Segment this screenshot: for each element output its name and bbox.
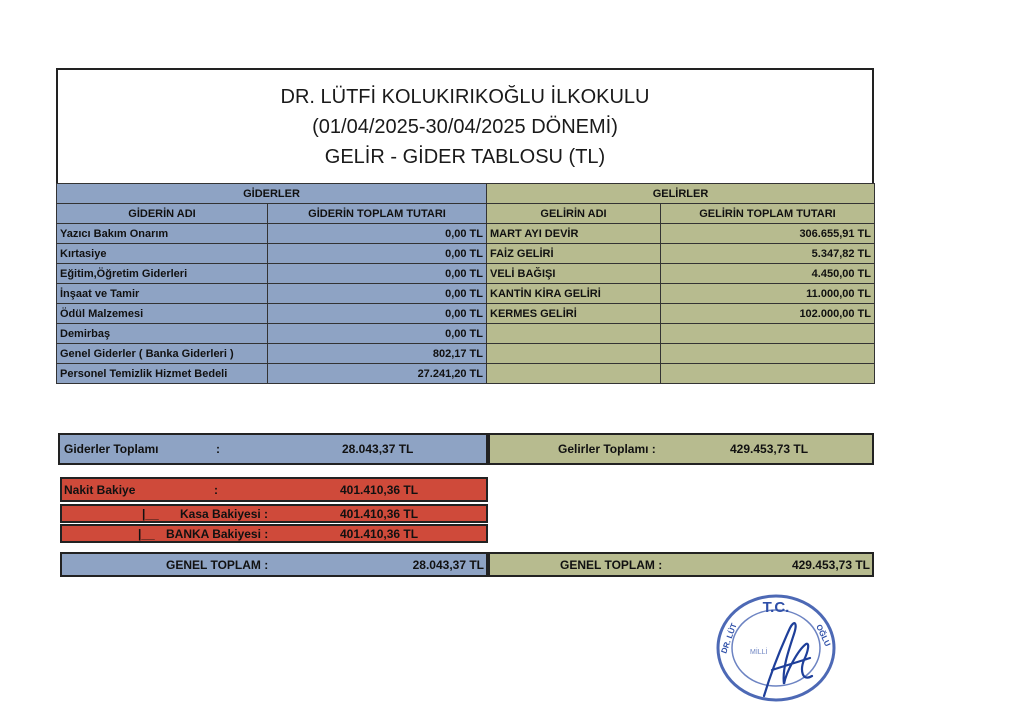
expense-amount: 0,00 TL (268, 264, 487, 284)
income-amount (661, 364, 875, 384)
income-total-label: Gelirler Toplamı : (558, 442, 656, 456)
expense-total-header: GİDERİN TOPLAM TUTARI (268, 204, 487, 224)
expenses-total-bar (58, 433, 488, 465)
income-amount: 306.655,91 TL (661, 224, 875, 244)
expenses-total-colon: : (216, 442, 220, 456)
stamp-right-text: OĞLU (814, 623, 833, 648)
cash-balance-colon: : (214, 482, 218, 497)
income-total-bar (488, 433, 874, 465)
expense-amount: 0,00 TL (268, 224, 487, 244)
income-name: VELİ BAĞIŞI (487, 264, 661, 284)
table-row (57, 364, 875, 384)
table-row (57, 324, 875, 344)
table-row (57, 284, 875, 304)
expenses-section-title: GİDERLER (57, 184, 487, 204)
table-row (57, 264, 875, 284)
table-row (57, 344, 875, 364)
income-name: KERMES GELİRİ (487, 304, 661, 324)
income-amount (661, 324, 875, 344)
income-grand-total-value: 429.453,73 TL (791, 557, 870, 572)
kasa-balance-label: Kasa Bakiyesi : (180, 506, 269, 521)
income-name (487, 364, 661, 384)
expense-amount: 802,17 TL (268, 344, 487, 364)
table-title: GELİR - GİDER TABLOSU (TL) (324, 146, 606, 168)
income-total-value: 429.453,73 TL (730, 442, 809, 456)
expense-name: Demirbaş (57, 324, 268, 344)
income-name-header: GELİRİN ADI (487, 204, 661, 224)
kasa-prefix: |__ (142, 506, 159, 521)
income-grand-total-label: GENEL TOPLAM : (560, 557, 663, 572)
income-name (487, 344, 661, 364)
expenses-total-label: Giderler Toplamı (64, 442, 159, 456)
income-amount: 4.450,00 TL (661, 264, 875, 284)
income-amount: 102.000,00 TL (661, 304, 875, 324)
income-amount (661, 344, 875, 364)
expense-amount: 0,00 TL (268, 324, 487, 344)
expense-amount: 27.241,20 TL (268, 364, 487, 384)
table-row (57, 224, 875, 244)
bank-balance-label: BANKA Bakiyesi : (166, 526, 269, 541)
cash-balance-label: Nakit Bakiye (64, 482, 136, 497)
expense-amount: 0,00 TL (268, 284, 487, 304)
income-amount: 11.000,00 TL (661, 284, 875, 304)
income-section-title: GELİRLER (487, 184, 875, 204)
expense-name-header: GİDERİN ADI (57, 204, 268, 224)
kasa-balance-bar (60, 504, 488, 523)
document-header (56, 68, 874, 183)
bank-prefix: |__ (138, 526, 155, 541)
period-range: (01/04/2025-30/04/2025 DÖNEMİ) (312, 116, 618, 138)
expenses-grand-total-label: GENEL TOPLAM : (166, 557, 269, 572)
income-name: MART AYI DEVİR (487, 224, 661, 244)
table-row (57, 304, 875, 324)
stamp-inner-text: MİLLİ (750, 649, 768, 656)
income-total-header: GELİRİN TOPLAM TUTARI (661, 204, 875, 224)
school-name: DR. LÜTFİ KOLUKIRIKOĞLU İLKOKULU (280, 86, 650, 108)
stamp-seal-graphic (712, 592, 840, 704)
expense-amount: 0,00 TL (268, 304, 487, 324)
income-grand-total-bar (488, 552, 874, 577)
cash-balance-bar (60, 477, 488, 502)
expense-name: Genel Giderler ( Banka Giderleri ) (57, 344, 268, 364)
stamp-top-text: T.C. (762, 599, 790, 616)
expense-name: Kırtasiye (57, 244, 268, 264)
expense-name: Eğitim,Öğretim Giderleri (57, 264, 268, 284)
income-name (487, 324, 661, 344)
expense-name: Yazıcı Bakım Onarım (57, 224, 268, 244)
income-expense-table (56, 183, 874, 384)
expense-name: Ödül Malzemesi (57, 304, 268, 324)
cash-balance-value: 401.410,36 TL (340, 482, 419, 497)
bank-balance-value: 401.410,36 TL (340, 526, 419, 541)
expenses-grand-total-bar (60, 552, 488, 577)
official-stamp (712, 592, 840, 704)
expenses-total-value: 28.043,37 TL (342, 442, 414, 456)
expenses-grand-total-value: 28.043,37 TL (412, 557, 484, 572)
expense-name: Personel Temizlik Hizmet Bedeli (57, 364, 268, 384)
income-name: KANTİN KİRA GELİRİ (487, 284, 661, 304)
table-row (57, 244, 875, 264)
stamp-left-text: DR. LÜT (719, 621, 739, 655)
income-name: FAİZ GELİRİ (487, 244, 661, 264)
expense-name: İnşaat ve Tamir (57, 284, 268, 304)
kasa-balance-value: 401.410,36 TL (340, 506, 419, 521)
bank-balance-bar (60, 524, 488, 543)
expense-amount: 0,00 TL (268, 244, 487, 264)
income-amount: 5.347,82 TL (661, 244, 875, 264)
